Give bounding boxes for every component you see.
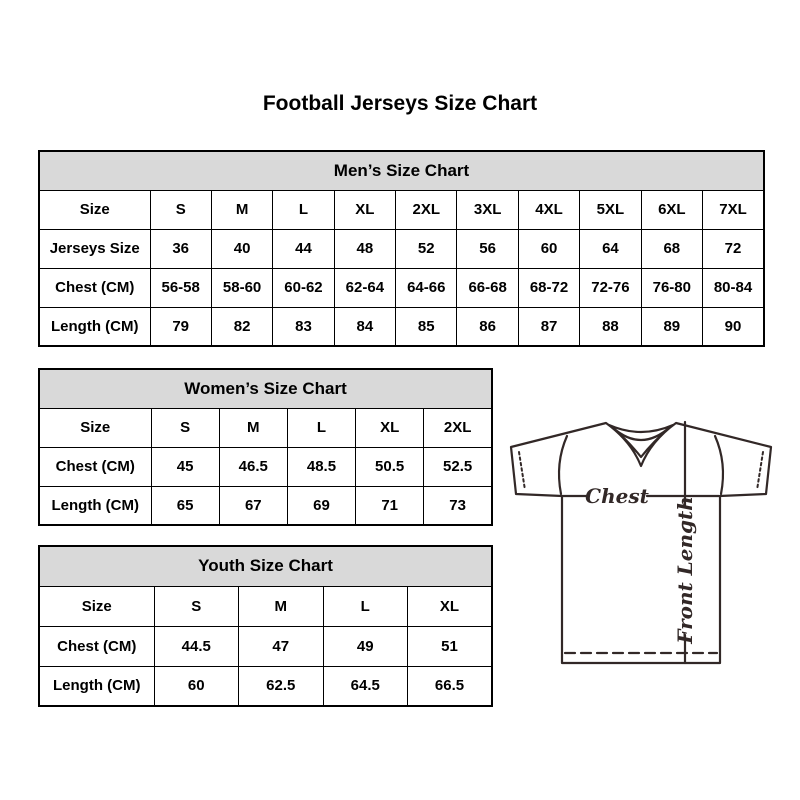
men-value-cell: 80-84 xyxy=(703,268,764,307)
youth-value-cell: 44.5 xyxy=(154,626,239,666)
women-row-label: Length (CM) xyxy=(39,486,151,525)
front-length-label: Front Length xyxy=(673,496,697,644)
women-value-cell: 71 xyxy=(356,486,424,525)
men-value-cell: 68-72 xyxy=(518,268,579,307)
men-value-cell: 56-58 xyxy=(150,268,211,307)
men-row-label: Length (CM) xyxy=(39,307,150,346)
women-value-cell: 65 xyxy=(151,486,219,525)
men-value-cell: 62-64 xyxy=(334,268,395,307)
men-chart-title: Men’s Size Chart xyxy=(39,151,764,190)
men-value-cell: 85 xyxy=(396,307,457,346)
men-value-cell: M xyxy=(211,190,272,229)
men-value-cell: 72 xyxy=(703,229,764,268)
men-value-cell: 48 xyxy=(334,229,395,268)
youth-value-cell: L xyxy=(323,586,408,626)
men-value-cell: 6XL xyxy=(641,190,702,229)
men-value-cell: 58-60 xyxy=(211,268,272,307)
men-value-cell: S xyxy=(150,190,211,229)
men-value-cell: 4XL xyxy=(518,190,579,229)
women-value-cell: M xyxy=(219,408,287,447)
men-value-cell: 66-68 xyxy=(457,268,518,307)
men-value-cell: 76-80 xyxy=(641,268,702,307)
women-value-cell: S xyxy=(151,408,219,447)
men-value-cell: 72-76 xyxy=(580,268,641,307)
men-value-cell: 36 xyxy=(150,229,211,268)
youth-value-cell: 51 xyxy=(408,626,493,666)
men-value-cell: 44 xyxy=(273,229,334,268)
youth-chart-title: Youth Size Chart xyxy=(39,546,492,586)
men-value-cell: 68 xyxy=(641,229,702,268)
men-value-cell: 79 xyxy=(150,307,211,346)
men-row-label: Chest (CM) xyxy=(39,268,150,307)
men-row-label: Jerseys Size xyxy=(39,229,150,268)
men-value-cell: L xyxy=(273,190,334,229)
women-row-label: Size xyxy=(39,408,151,447)
youth-value-cell: 62.5 xyxy=(239,666,324,706)
women-value-cell: 46.5 xyxy=(219,447,287,486)
men-value-cell: 7XL xyxy=(703,190,764,229)
men-value-cell: 89 xyxy=(641,307,702,346)
jersey-measurement-diagram xyxy=(495,395,785,675)
men-value-cell: 82 xyxy=(211,307,272,346)
women-row-label: Chest (CM) xyxy=(39,447,151,486)
men-value-cell: 3XL xyxy=(457,190,518,229)
women-value-cell: 73 xyxy=(424,486,492,525)
men-value-cell: 60-62 xyxy=(273,268,334,307)
women-chart-title: Women’s Size Chart xyxy=(39,369,492,408)
women-value-cell: 2XL xyxy=(424,408,492,447)
women-value-cell: 45 xyxy=(151,447,219,486)
men-value-cell: 52 xyxy=(396,229,457,268)
youth-value-cell: 60 xyxy=(154,666,239,706)
men-value-cell: 90 xyxy=(703,307,764,346)
men-value-cell: 5XL xyxy=(580,190,641,229)
women-value-cell: 69 xyxy=(287,486,355,525)
men-value-cell: XL xyxy=(334,190,395,229)
women-value-cell: 67 xyxy=(219,486,287,525)
men-row-label: Size xyxy=(39,190,150,229)
men-value-cell: 64 xyxy=(580,229,641,268)
youth-value-cell: S xyxy=(154,586,239,626)
women-value-cell: 50.5 xyxy=(356,447,424,486)
chest-label: Chest xyxy=(585,484,649,508)
womens-size-chart-table xyxy=(38,368,493,526)
youth-value-cell: M xyxy=(239,586,324,626)
men-value-cell: 84 xyxy=(334,307,395,346)
youth-row-label: Length (CM) xyxy=(39,666,154,706)
men-value-cell: 83 xyxy=(273,307,334,346)
youth-value-cell: XL xyxy=(408,586,493,626)
women-value-cell: 52.5 xyxy=(424,447,492,486)
men-value-cell: 60 xyxy=(518,229,579,268)
women-value-cell: 48.5 xyxy=(287,447,355,486)
youth-row-label: Chest (CM) xyxy=(39,626,154,666)
youth-value-cell: 47 xyxy=(239,626,324,666)
men-value-cell: 87 xyxy=(518,307,579,346)
women-value-cell: L xyxy=(287,408,355,447)
youth-size-chart-table xyxy=(38,545,493,707)
page-title: Football Jerseys Size Chart xyxy=(262,92,538,115)
women-value-cell: XL xyxy=(356,408,424,447)
men-value-cell: 86 xyxy=(457,307,518,346)
men-value-cell: 56 xyxy=(457,229,518,268)
mens-size-chart-table xyxy=(38,150,765,347)
men-value-cell: 64-66 xyxy=(396,268,457,307)
men-value-cell: 2XL xyxy=(396,190,457,229)
youth-value-cell: 66.5 xyxy=(408,666,493,706)
men-value-cell: 88 xyxy=(580,307,641,346)
jersey-outline xyxy=(511,423,771,663)
youth-row-label: Size xyxy=(39,586,154,626)
youth-value-cell: 49 xyxy=(323,626,408,666)
youth-value-cell: 64.5 xyxy=(323,666,408,706)
men-value-cell: 40 xyxy=(211,229,272,268)
